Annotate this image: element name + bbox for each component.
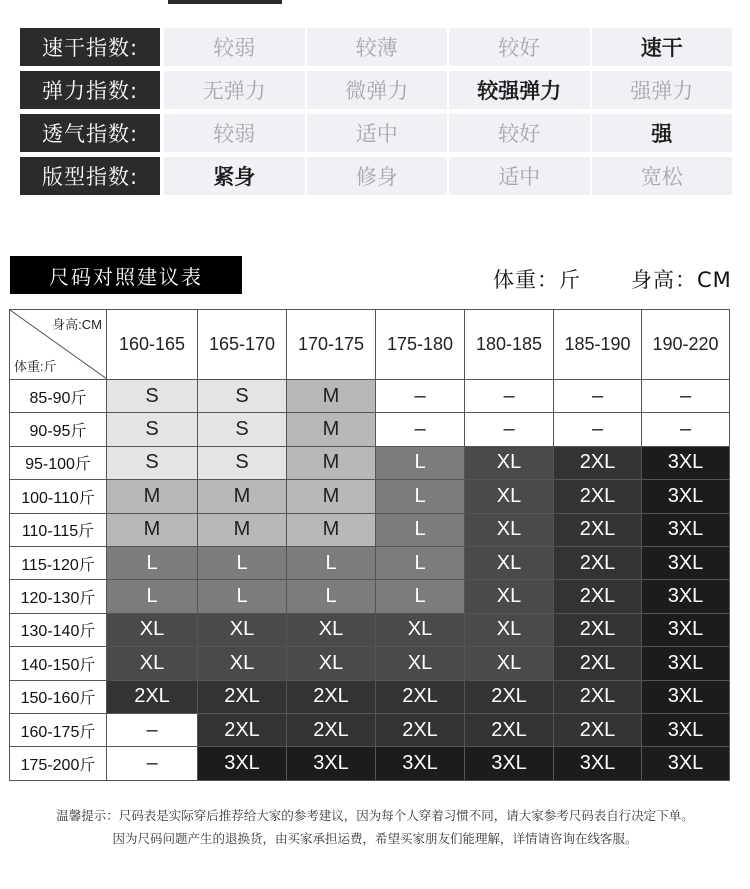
- size-cell: 2XL: [287, 680, 376, 713]
- size-cell: 3XL: [287, 747, 376, 780]
- index-option-selected: 紧身: [164, 157, 305, 195]
- table-row: [10, 380, 730, 413]
- table-row: [10, 647, 730, 680]
- index-row: [20, 71, 732, 109]
- size-cell: 2XL: [376, 680, 465, 713]
- index-option: 较好: [449, 28, 590, 66]
- size-cell: 3XL: [642, 647, 730, 680]
- size-cell: L: [376, 580, 465, 613]
- height-column-header: 190-220: [642, 310, 730, 380]
- size-cell: 2XL: [287, 713, 376, 746]
- size-cell: 2XL: [107, 680, 198, 713]
- weight-row-header: 85-90斤: [10, 380, 107, 413]
- size-cell: XL: [465, 480, 554, 513]
- height-unit-label: 身高：CM: [631, 268, 732, 292]
- index-option: 强弹力: [592, 71, 733, 109]
- weight-row-header: 90-95斤: [10, 413, 107, 446]
- index-option: 适中: [307, 114, 448, 152]
- table-row: [10, 680, 730, 713]
- size-cell: L: [107, 546, 198, 579]
- size-cell: 2XL: [554, 613, 642, 646]
- table-row: [10, 747, 730, 780]
- height-column-header: 170-175: [287, 310, 376, 380]
- size-cell: 2XL: [198, 713, 287, 746]
- size-cell: 3XL: [376, 747, 465, 780]
- size-cell: L: [376, 480, 465, 513]
- index-option: 较弱: [164, 114, 305, 152]
- top-divider: [168, 0, 282, 4]
- size-cell: L: [287, 580, 376, 613]
- notice-line-2: 因为尺码问题产生的退换货，由买家承担运费，希望买家朋友们能理解，详情请咨询在线客服。: [112, 831, 638, 846]
- size-cell: –: [642, 413, 730, 446]
- index-row: [20, 28, 732, 66]
- size-cell: –: [376, 413, 465, 446]
- index-option: 微弹力: [307, 71, 448, 109]
- size-cell: 2XL: [554, 513, 642, 546]
- size-cell: 3XL: [642, 747, 730, 780]
- table-row: [10, 546, 730, 579]
- size-cell: –: [554, 413, 642, 446]
- table-corner-header: [10, 310, 107, 380]
- weight-row-header: 140-150斤: [10, 647, 107, 680]
- size-cell: M: [287, 513, 376, 546]
- size-cell: –: [554, 380, 642, 413]
- size-cell: 3XL: [642, 513, 730, 546]
- size-cell: 3XL: [642, 580, 730, 613]
- size-cell: L: [198, 546, 287, 579]
- index-row-label: 版型指数:: [20, 157, 160, 195]
- size-cell: S: [107, 446, 198, 479]
- size-cell: M: [287, 413, 376, 446]
- size-cell: –: [376, 380, 465, 413]
- size-cell: 2XL: [554, 680, 642, 713]
- table-row: [10, 713, 730, 746]
- size-cell: 2XL: [465, 680, 554, 713]
- weight-row-header: 175-200斤: [10, 747, 107, 780]
- size-cell: 3XL: [642, 713, 730, 746]
- table-row: [10, 580, 730, 613]
- size-cell: S: [107, 413, 198, 446]
- size-cell: XL: [198, 647, 287, 680]
- table-row: [10, 513, 730, 546]
- size-cell: M: [107, 480, 198, 513]
- size-cell: L: [198, 580, 287, 613]
- notice-line-1: 温馨提示：尺码表是实际穿后推荐给大家的参考建议，因为每个人穿着习惯不同，请大家参考尺码表自行决定下单。: [56, 808, 694, 823]
- fabric-index-table: [20, 28, 732, 200]
- size-cell: XL: [107, 647, 198, 680]
- index-option: 修身: [307, 157, 448, 195]
- index-row: [20, 157, 732, 195]
- weight-row-header: 110-115斤: [10, 513, 107, 546]
- corner-height-label: 身高:CM: [52, 317, 102, 332]
- weight-row-header: 130-140斤: [10, 613, 107, 646]
- size-cell: 3XL: [642, 680, 730, 713]
- height-column-header: 165-170: [198, 310, 287, 380]
- size-cell: 2XL: [554, 713, 642, 746]
- index-option: 宽松: [592, 157, 733, 195]
- size-cell: M: [198, 513, 287, 546]
- height-column-header: 185-190: [554, 310, 642, 380]
- size-cell: XL: [287, 647, 376, 680]
- height-column-header: 160-165: [107, 310, 198, 380]
- table-row: [10, 413, 730, 446]
- size-cell: 3XL: [465, 747, 554, 780]
- index-row: [20, 114, 732, 152]
- weight-row-header: 160-175斤: [10, 713, 107, 746]
- weight-row-header: 115-120斤: [10, 546, 107, 579]
- size-cell: M: [287, 380, 376, 413]
- size-cell: S: [198, 446, 287, 479]
- size-cell: XL: [465, 613, 554, 646]
- height-column-header: 175-180: [376, 310, 465, 380]
- size-cell: 3XL: [554, 747, 642, 780]
- index-option-selected: 强: [592, 114, 733, 152]
- size-cell: 2XL: [554, 446, 642, 479]
- table-row: [10, 446, 730, 479]
- index-row-label: 速干指数:: [20, 28, 160, 66]
- size-cell: XL: [376, 647, 465, 680]
- size-cell: 3XL: [642, 480, 730, 513]
- size-cell: XL: [465, 580, 554, 613]
- index-option-selected: 速干: [592, 28, 733, 66]
- index-option: 无弹力: [164, 71, 305, 109]
- height-column-header: 180-185: [465, 310, 554, 380]
- size-cell: 3XL: [198, 747, 287, 780]
- weight-row-header: 120-130斤: [10, 580, 107, 613]
- index-option: 较薄: [307, 28, 448, 66]
- size-cell: –: [107, 747, 198, 780]
- size-cell: –: [642, 380, 730, 413]
- weight-row-header: 150-160斤: [10, 680, 107, 713]
- table-row: [10, 480, 730, 513]
- size-cell: 2XL: [198, 680, 287, 713]
- size-cell: 3XL: [642, 446, 730, 479]
- size-cell: XL: [376, 613, 465, 646]
- size-cell: XL: [465, 446, 554, 479]
- size-cell: M: [107, 513, 198, 546]
- size-cell: 2XL: [554, 546, 642, 579]
- size-cell: 3XL: [642, 613, 730, 646]
- weight-row-header: 100-110斤: [10, 480, 107, 513]
- size-cell: 3XL: [642, 546, 730, 579]
- size-cell: 2XL: [554, 647, 642, 680]
- size-cell: S: [107, 380, 198, 413]
- index-option: 适中: [449, 157, 590, 195]
- index-option: 较弱: [164, 28, 305, 66]
- size-cell: 2XL: [376, 713, 465, 746]
- size-cell: XL: [465, 513, 554, 546]
- size-cell: L: [107, 580, 198, 613]
- size-cell: XL: [287, 613, 376, 646]
- size-cell: S: [198, 413, 287, 446]
- size-cell: L: [376, 546, 465, 579]
- size-cell: M: [287, 480, 376, 513]
- size-cell: 2XL: [554, 480, 642, 513]
- size-cell: L: [376, 446, 465, 479]
- size-cell: L: [376, 513, 465, 546]
- weight-unit-label: 体重：斤: [493, 268, 581, 292]
- size-cell: XL: [107, 613, 198, 646]
- size-cell: M: [287, 446, 376, 479]
- size-cell: M: [198, 480, 287, 513]
- weight-row-header: 95-100斤: [10, 446, 107, 479]
- size-cell: 2XL: [465, 713, 554, 746]
- corner-weight-label: 体重:斤: [14, 359, 57, 374]
- index-row-label: 弹力指数:: [20, 71, 160, 109]
- size-chart-table: [9, 309, 730, 781]
- index-option: 较好: [449, 114, 590, 152]
- index-row-label: 透气指数:: [20, 114, 160, 152]
- size-cell: XL: [465, 546, 554, 579]
- size-cell: –: [465, 413, 554, 446]
- size-cell: L: [287, 546, 376, 579]
- size-cell: –: [107, 713, 198, 746]
- size-cell: –: [465, 380, 554, 413]
- table-row: [10, 613, 730, 646]
- size-cell: XL: [465, 647, 554, 680]
- size-cell: S: [198, 380, 287, 413]
- size-cell: 2XL: [554, 580, 642, 613]
- size-cell: XL: [198, 613, 287, 646]
- index-option-selected: 较强弹力: [449, 71, 590, 109]
- size-chart-title: 尺码对照建议表: [10, 256, 242, 294]
